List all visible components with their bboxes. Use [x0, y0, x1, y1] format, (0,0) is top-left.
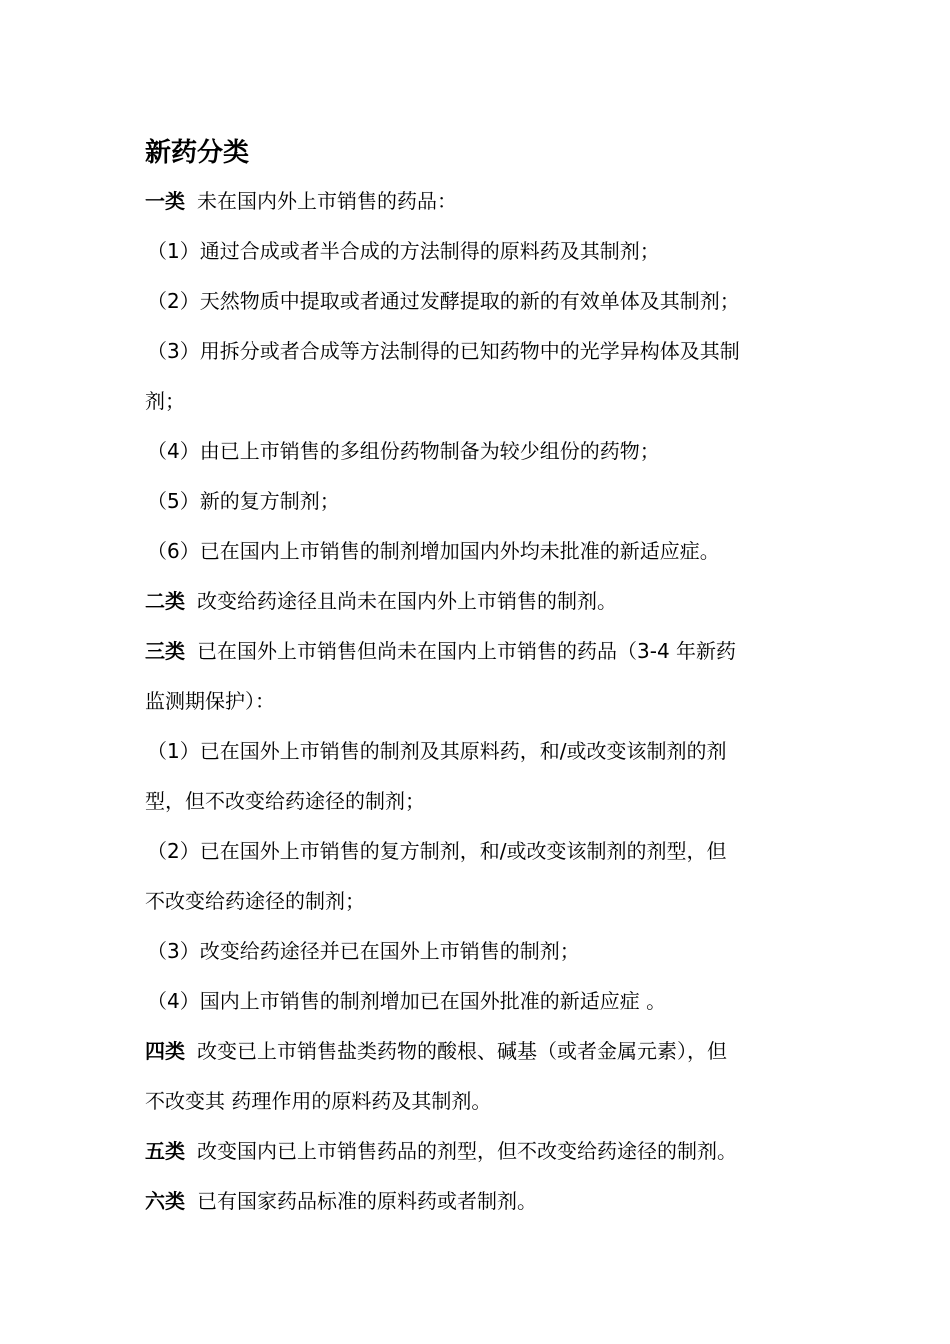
category-line — [145, 1176, 810, 1226]
item-text: 型，但不改变给药途径的制剂； — [145, 789, 425, 813]
category-line — [145, 1026, 810, 1076]
category-label: 一类 — [145, 189, 185, 213]
item-line-continuation — [145, 776, 810, 826]
item-line — [145, 476, 810, 526]
item-line — [145, 826, 810, 876]
item-line-continuation — [145, 376, 810, 426]
category-label: 五类 — [145, 1139, 185, 1163]
item-line — [145, 726, 810, 776]
category-text: 未在国内外上市销售的药品： — [197, 189, 457, 213]
item-text: （2）天然物质中提取或者通过发酵提取的新的有效单体及其制剂； — [147, 289, 740, 313]
item-line-continuation — [145, 876, 810, 926]
category-line-continuation — [145, 1076, 810, 1126]
category-label: 三类 — [145, 639, 185, 663]
document-body — [145, 176, 810, 1226]
category-line — [145, 576, 810, 626]
item-text: （2）已在国外上市销售的复方制剂，和/或改变该制剂的剂型，但 — [147, 839, 727, 863]
category-text: 改变国内已上市销售药品的剂型，但不改变给药途径的制剂。 — [197, 1139, 737, 1163]
item-text: （3）改变给药途径并已在国外上市销售的制剂； — [147, 939, 580, 963]
item-line — [145, 226, 810, 276]
item-text: （5）新的复方制剂； — [147, 489, 340, 513]
item-line — [145, 426, 810, 476]
category-label: 六类 — [145, 1189, 185, 1213]
item-line — [145, 276, 810, 326]
document-title: 新药分类 — [145, 138, 250, 168]
category-text: 改变已上市销售盐类药物的酸根、碱基（或者金属元素），但 — [197, 1039, 727, 1063]
category-text: 监测期保护）： — [145, 689, 275, 713]
item-text: （3）用拆分或者合成等方法制得的已知药物中的光学异构体及其制 — [147, 339, 740, 363]
category-line-continuation — [145, 676, 810, 726]
item-text: （1）已在国外上市销售的制剂及其原料药，和/或改变该制剂的剂 — [147, 739, 727, 763]
item-text: （6）已在国内上市销售的制剂增加国内外均未批准的新适应症。 — [147, 539, 720, 563]
item-line — [145, 526, 810, 576]
item-text: （1）通过合成或者半合成的方法制得的原料药及其制剂； — [147, 239, 660, 263]
item-line — [145, 926, 810, 976]
category-line — [145, 1126, 810, 1176]
item-text: 不改变给药途径的制剂； — [145, 889, 365, 913]
category-label: 二类 — [145, 589, 185, 613]
item-text: （4）由已上市销售的多组份药物制备为较少组份的药物； — [147, 439, 660, 463]
item-line — [145, 326, 810, 376]
category-text: 不改变其 药理作用的原料药及其制剂。 — [145, 1089, 492, 1113]
item-text: （4）国内上市销售的制剂增加已在国外批准的新适应症 。 — [147, 989, 667, 1013]
item-line — [145, 976, 810, 1026]
item-text: 剂； — [145, 389, 185, 413]
category-label: 四类 — [145, 1039, 185, 1063]
category-line — [145, 176, 810, 226]
category-text: 改变给药途径且尚未在国内外上市销售的制剂。 — [197, 589, 617, 613]
category-text: 已有国家药品标准的原料药或者制剂。 — [197, 1189, 537, 1213]
category-text: 已在国外上市销售但尚未在国内上市销售的药品（3-4 年新药 — [197, 639, 737, 663]
category-line — [145, 626, 810, 676]
